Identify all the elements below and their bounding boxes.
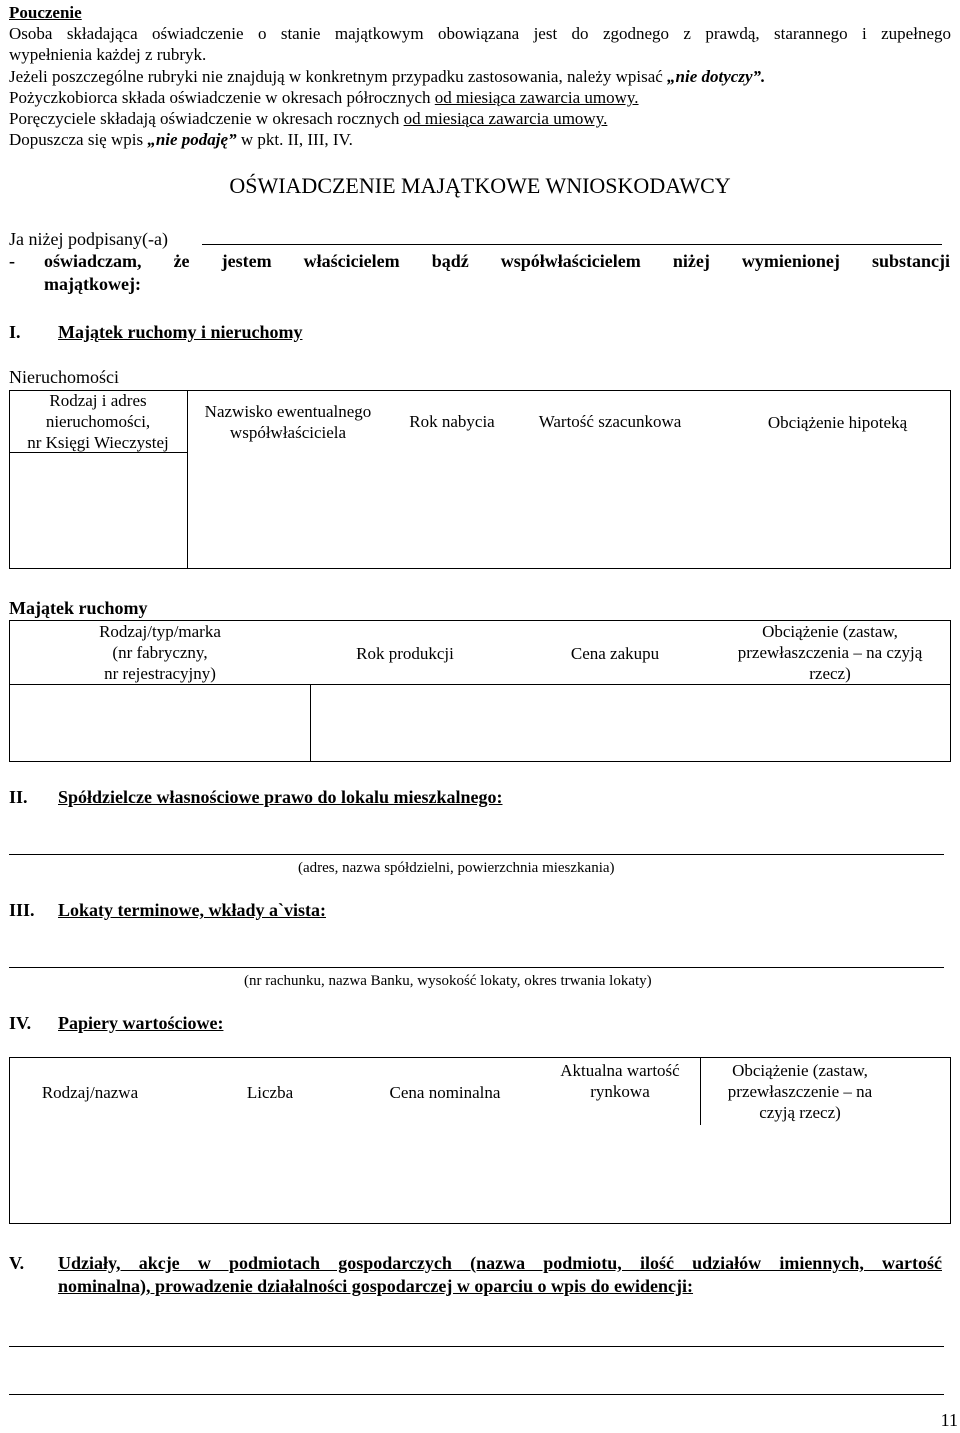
header-line: współwłaściciela [229,423,347,442]
header-line: (nr fabryczny, [112,642,208,662]
movable-header-divider [9,684,951,685]
instructions-line-5-text: Poręczyciele składają oświadczenie w okresach rocznych [9,109,404,128]
instructions-title: Pouczenie [9,3,82,22]
securities-col-divider-1 [700,1057,701,1125]
movable-col-price: Cena zakupu [570,643,660,663]
header-line: przewłaszczenie – na [727,1081,873,1101]
header-line: rzecz) [809,663,851,683]
instructions-line-4-text: Pożyczkobiorca składa oświadczenie w okresach półrocznych [9,88,435,107]
securities-col-nominal: Cena nominalna [389,1082,501,1102]
securities-col-encumbrance [705,1059,895,1123]
section-3-title: Lokaty terminowe, wkłady a`vista: [58,900,326,920]
instructions-line-6 [9,129,353,150]
declarant-name-line[interactable] [202,244,942,245]
section-1-title: Majątek ruchomy i nieruchomy [58,322,303,342]
section-4-number: IV. [9,1013,32,1033]
declaration-dash: - [9,251,15,271]
header-line: czyją rzecz) [759,1102,841,1122]
header-line: Obciążenie (zastaw, [762,621,898,641]
section-1-number: I. [9,322,21,342]
section-5-number: V. [9,1253,25,1273]
section-2-number: II. [9,787,28,807]
real-estate-col-type-address [9,390,187,452]
section-5-title-line-1: Udziały, akcje w podmiotach gospodarczych (nazwa podmiotu, ilość udziałów imiennych, wartość [58,1253,942,1273]
header-line: rynkowa [590,1082,650,1101]
instructions-line-3 [9,66,765,87]
real-estate-col-year: Rok nabycia [409,411,495,431]
movable-col-divider [310,684,311,762]
section-4-title: Papiery wartościowe: [58,1013,224,1033]
instructions-line-1: Osoba składająca oświadczenie o stanie majątkowym obowiązana jest do zgodnego z prawdą, starannego i zupełnego [9,24,951,43]
declarant-label: Ja niżej podpisany(-a) [9,229,168,249]
section-2-fill-line[interactable] [9,854,944,855]
header-line: Obciążenie (zastaw, [732,1060,868,1080]
movable-col-encumbrance [715,620,945,684]
movable-col-year: Rok produkcji [356,643,454,663]
declaration-statement-1: oświadczam, że jestem właścicielem bądź współwłaścicielem niżej wymienionej substancji [44,251,950,271]
real-estate-col-mortgage: Obciążenie hipoteką [767,412,908,432]
header-line: Rodzaj/typ/marka [99,621,221,641]
instructions-line-5-underlined: od miesiąca zawarcia umowy. [403,109,608,128]
movable-col-type [40,620,280,684]
header-line: przewłaszczenia – na czyją [737,642,923,662]
section-3-caption: (nr rachunku, nazwa Banku, wysokość lokaty, okres trwania lokaty) [244,973,652,989]
section-2-title: Spółdzielcze własnościowe prawo do lokalu mieszkalnego: [58,787,503,807]
header-line: Nazwisko ewentualnego [204,402,372,421]
instructions-line-3-text: Jeżeli poszczególne rubryki nie znajdują w konkretnym przypadku zastosowania, należy wpisać [9,67,668,86]
real-estate-col-co-owner [188,398,388,446]
instructions-line-5 [9,108,607,129]
section-3-fill-line[interactable] [9,967,944,968]
page-number: 11 [940,1410,958,1430]
declaration-statement-2: majątkowej: [44,274,141,294]
securities-col-count: Liczba [246,1082,294,1102]
section-3-number: III. [9,900,35,920]
section-5-fill-line-2[interactable] [9,1394,944,1395]
header-line: nr Księgi Wieczystej [27,432,169,452]
header-line: nr rejestracyjny) [104,663,216,683]
section-2-caption: (adres, nazwa spółdzielni, powierzchnia mieszkania) [298,860,615,876]
movable-property-label: Majątek ruchomy [9,598,148,618]
instructions-line-2: wypełnienia każdej z rubryk. [9,45,207,64]
instructions-line-4-underlined: od miesiąca zawarcia umowy. [434,88,639,107]
header-line: Rodzaj i adres [49,390,147,410]
header-line: Aktualna wartość [560,1061,680,1080]
section-5-fill-line-1[interactable] [9,1346,944,1347]
section-5-title-line-2: nominalna), prowadzenie działalności gospodarczej w oparciu o wpis do ewidencji: [58,1276,694,1296]
securities-col-type: Rodzaj/nazwa [41,1082,139,1102]
instructions-line-4 [9,87,639,108]
nie-podaje-text: „nie podaję” [147,130,237,149]
header-line: nieruchomości, [45,411,151,431]
securities-col-market-value [545,1059,695,1103]
real-estate-col-value: Wartość szacunkowa [538,411,682,431]
instructions-line-6-text: Dopuszcza się wpis [9,130,148,149]
instructions-line-6-end: w pkt. II, III, IV. [236,130,353,149]
document-heading: OŚWIADCZENIE MAJĄTKOWE WNIOSKODAWCY [229,173,731,198]
nie-dotyczy-text: „nie dotyczy”. [667,67,766,86]
real-estate-label: Nieruchomości [9,367,119,387]
